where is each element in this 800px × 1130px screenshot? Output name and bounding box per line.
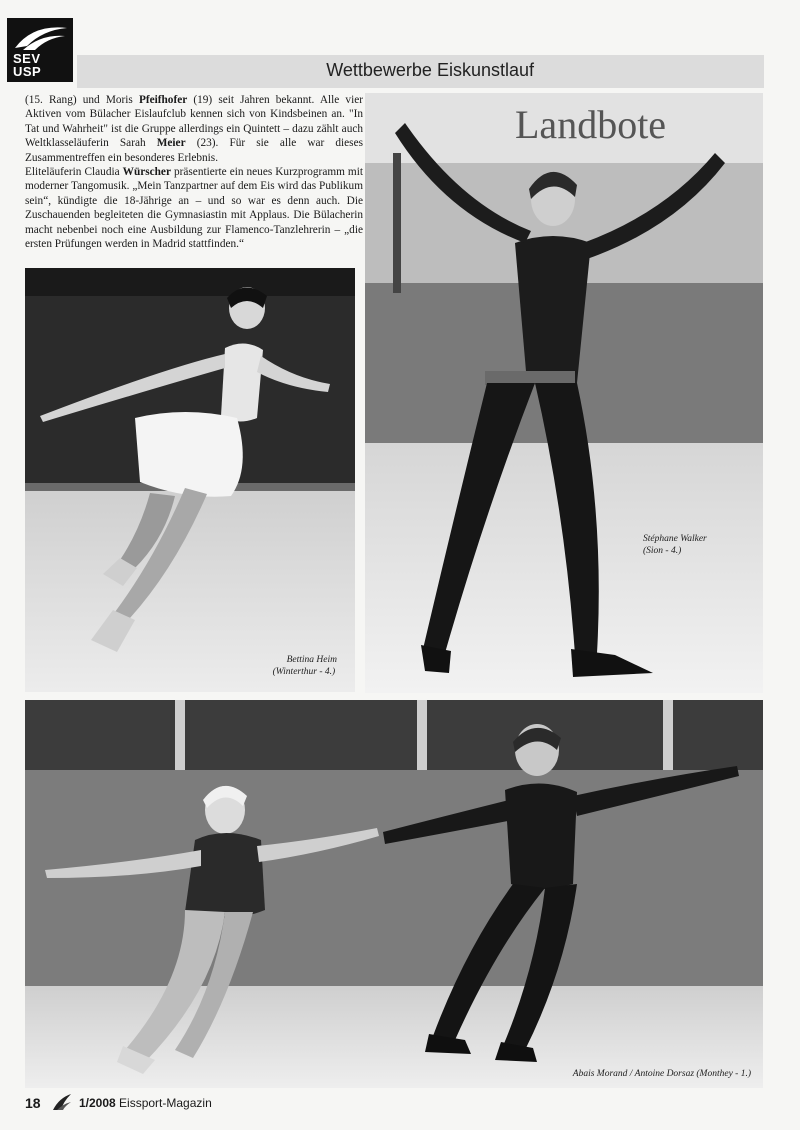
banner-text: Landbote — [515, 102, 667, 147]
caption-heim: Bettina Heim (Winterthur - 4.) — [272, 655, 337, 677]
magazine-emblem-icon — [51, 1092, 73, 1112]
logo-text-usp: USP — [13, 64, 42, 79]
page-number: 18 — [25, 1095, 41, 1111]
photo-stephane-walker — [365, 93, 763, 693]
paragraph-2: Eliteläuferin Claudia Würscher präsentierte ein neues Kurzprogramm mit moderner Tangomusik. „Mein Tanzpartner auf dem Eis wird das Publikum sein“, kündigte die 18-Jährige an – und so war es denn auch. Die Zuschauenden begleiteten die Gymnasiastin mit Applaus. Die Bülacherin macht nebenbei noch eine Ausbildung zur Flamenco-Tanzlehrerin – „die ersten Prüfungen werden in Madrid stattfinden.“ — [25, 166, 363, 251]
section-header-bar — [77, 55, 764, 88]
logo-text-sev: SEV — [13, 51, 41, 66]
paragraph-1: (15. Rang) und Moris Pfeifhofer (19) seit Jahren bekannt. Alle vier Aktiven vom Bülacher Eislaufclub kennen sich von Kindsbeinen an. "In Tat und Wahrheit" ist die Gruppe allerdings ein Quintett – dazu zählt auch Weltklasseläuferin Sarah Meier (23). Für sie alle war dieses Zusammentreffen ein besonderes Erlebnis. — [25, 94, 363, 164]
photo-pair-skaters — [25, 700, 763, 1088]
photo-bettina-heim — [25, 268, 355, 692]
caption-pair: Abais Morand / Antoine Dorsaz (Monthey - 1.) — [572, 1069, 751, 1079]
section-title: Wettbewerbe Eiskunstlauf — [326, 60, 534, 80]
issue-label: 1/2008 Eissport-Magazin — [79, 1096, 212, 1110]
caption-walker: Stéphane Walker (Sion - 4.) — [643, 534, 707, 556]
sev-usp-logo — [7, 18, 73, 82]
article-text — [25, 93, 363, 251]
skater-swoosh-icon — [13, 22, 69, 52]
